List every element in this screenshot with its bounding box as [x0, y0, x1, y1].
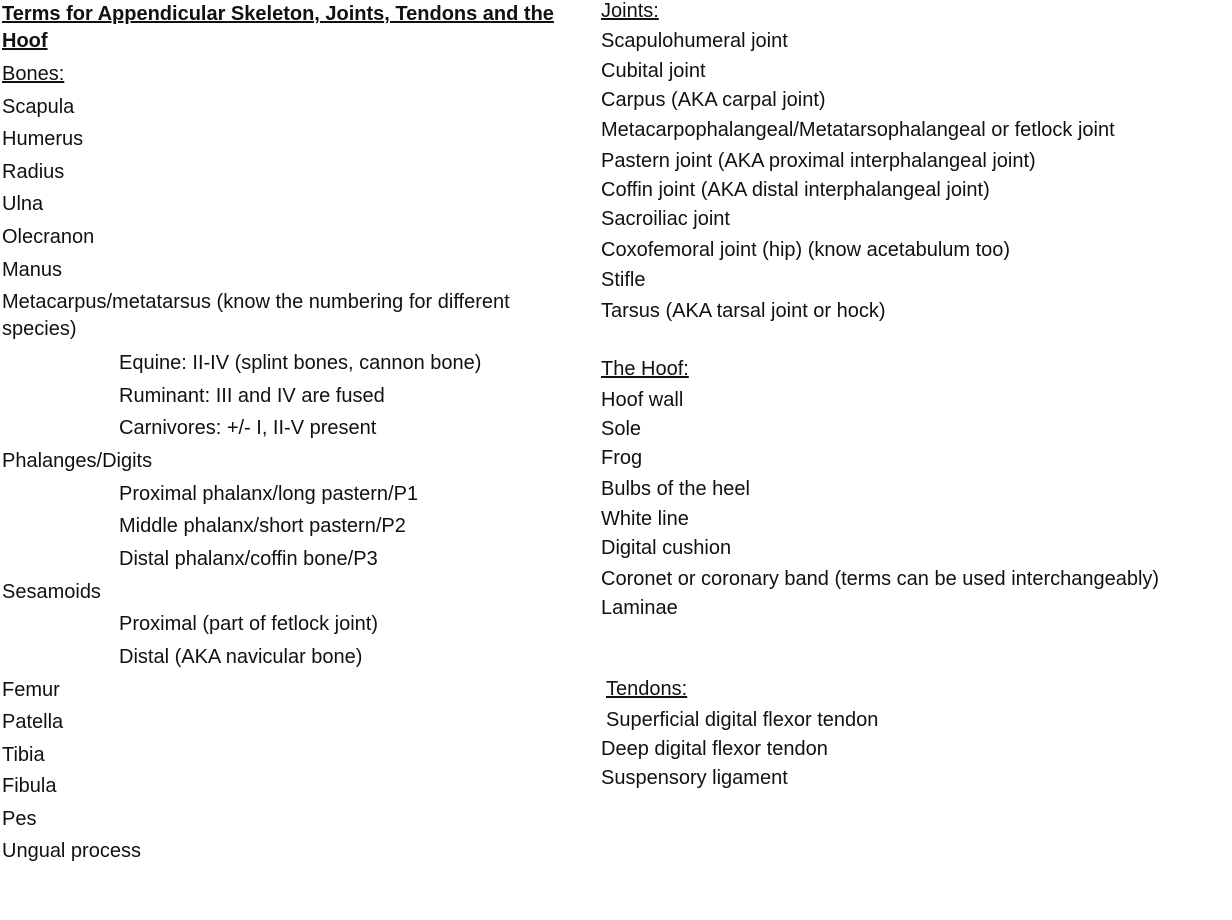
term-middle-phalanx: Middle phalanx/short pastern/P2: [119, 515, 406, 537]
hoof-item: Laminae: [601, 597, 678, 619]
joint-item: Cubital joint: [601, 60, 706, 82]
term-proximal-phalanx: Proximal phalanx/long pastern/P1: [119, 483, 419, 505]
term-scapula: Scapula: [2, 96, 75, 118]
term-femur: Femur: [2, 679, 60, 701]
joint-item: Stifle: [601, 269, 646, 291]
document-title: Terms for Appendicular Skeleton, Joints, Tendons and the Hoof: [2, 3, 554, 52]
hoof-item: Digital cushion: [601, 537, 732, 559]
term-carnivores: Carnivores: +/- I, II-V present: [119, 417, 377, 439]
term-manus: Manus: [2, 259, 63, 281]
term-ruminant: Ruminant: III and IV are fused: [119, 385, 385, 407]
joint-item: Pastern joint (AKA proximal interphalangeal joint): [601, 150, 1036, 172]
bones-heading: Bones:: [2, 63, 65, 85]
joint-item: Metacarpophalangeal/Metatarsophalangeal or fetlock joint: [601, 119, 1115, 141]
hoof-item: White line: [601, 508, 689, 530]
term-distal-phalanx: Distal phalanx/coffin bone/P3: [119, 548, 378, 570]
hoof-item: Hoof wall: [601, 389, 684, 411]
term-patella: Patella: [2, 711, 64, 733]
term-ulna: Ulna: [2, 193, 44, 215]
term-equine: Equine: II-IV (splint bones, cannon bone): [119, 352, 482, 374]
joints-heading: Joints:: [601, 0, 659, 22]
term-sesamoid-proximal: Proximal (part of fetlock joint): [119, 613, 378, 635]
tendons-heading: Tendons:: [606, 678, 688, 700]
term-olecranon: Olecranon: [2, 226, 95, 248]
term-sesamoid-distal: Distal (AKA navicular bone): [119, 646, 363, 668]
hoof-item: Bulbs of the heel: [601, 478, 750, 500]
term-metacarpus: Metacarpus/metatarsus (know the numbering for different species): [2, 291, 510, 340]
joint-item: Carpus (AKA carpal joint): [601, 89, 826, 111]
joint-item: Scapulohumeral joint: [601, 30, 788, 52]
hoof-heading: The Hoof:: [601, 358, 689, 380]
term-ungual: Ungual process: [2, 840, 141, 862]
term-fibula: Fibula: [2, 775, 57, 797]
joint-item: Coxofemoral joint (hip) (know acetabulum too): [601, 239, 1011, 261]
tendon-item: Suspensory ligament: [601, 767, 788, 789]
term-radius: Radius: [2, 161, 65, 183]
term-tibia: Tibia: [2, 744, 45, 766]
joint-item: Coffin joint (AKA distal interphalangeal joint): [601, 179, 990, 201]
term-humerus: Humerus: [2, 128, 84, 150]
term-sesamoids: Sesamoids: [2, 581, 101, 603]
tendon-item: Superficial digital flexor tendon: [606, 709, 879, 731]
hoof-item: Coronet or coronary band (terms can be used interchangeably): [601, 568, 1160, 590]
term-pes: Pes: [2, 808, 37, 830]
hoof-item: Sole: [601, 418, 642, 440]
joint-item: Sacroiliac joint: [601, 208, 730, 230]
term-phalanges: Phalanges/Digits: [2, 450, 153, 472]
tendon-item: Deep digital flexor tendon: [601, 738, 828, 760]
hoof-item: Frog: [601, 447, 643, 469]
joint-item: Tarsus (AKA tarsal joint or hock): [601, 300, 886, 322]
